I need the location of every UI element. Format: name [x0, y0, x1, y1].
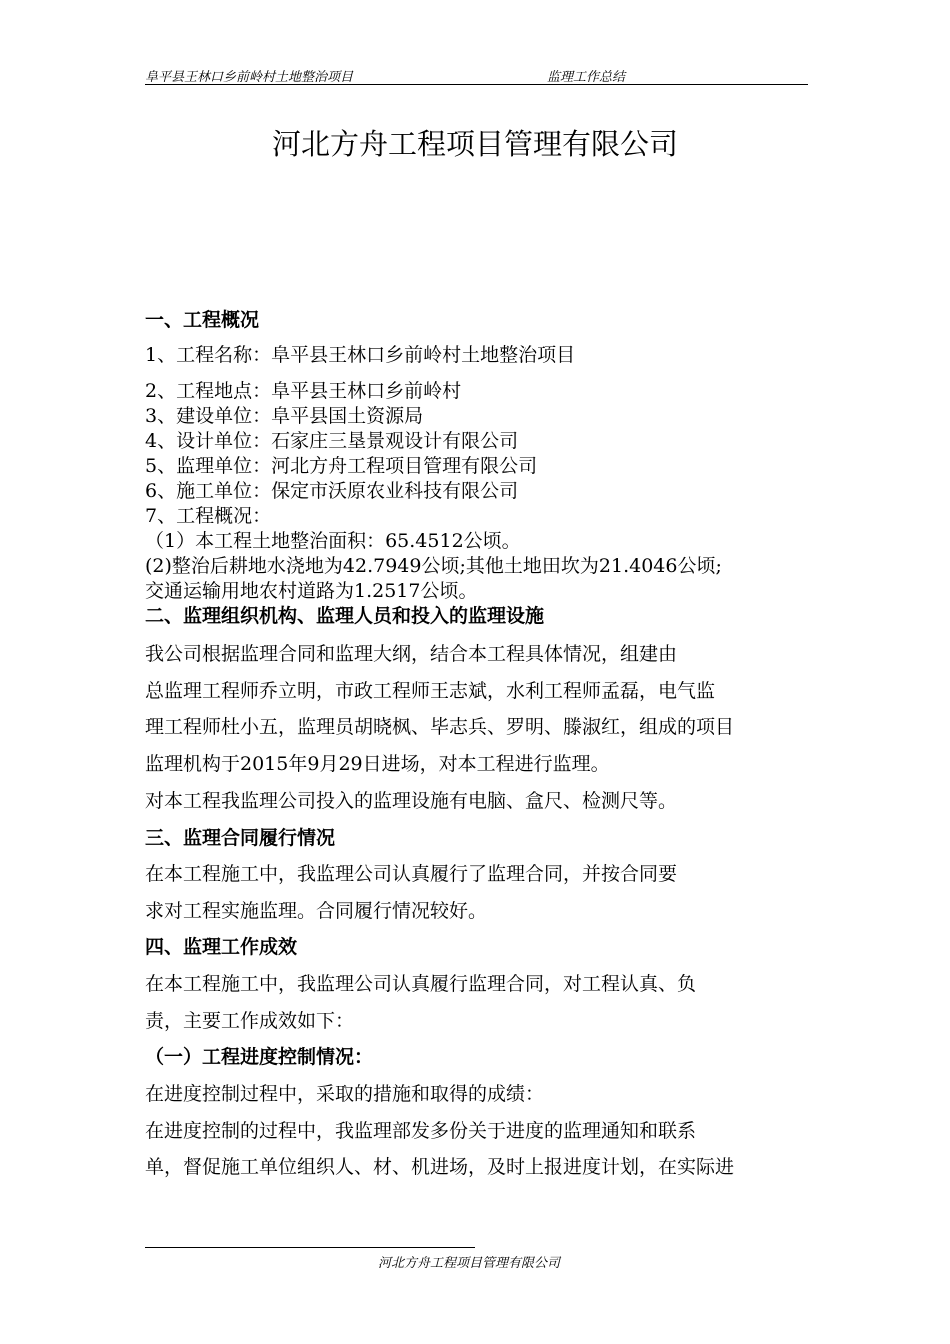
section-heading: 一、工程概况 — [145, 309, 260, 331]
document-title: 河北方舟工程项目管理有限公司 — [271, 127, 678, 161]
footer-rule — [145, 1247, 475, 1248]
body-line: (2)整治后耕地水浇地为42.7949公顷;其他土地田坎为21.4046公顷; — [145, 555, 722, 577]
section-heading: 四、监理工作成效 — [145, 936, 298, 958]
body-line: 责，主要工作成效如下： — [145, 1010, 355, 1032]
body-line: 单，督促施工单位组织人、材、机进场，及时上报进度计划，在实际进 — [145, 1156, 735, 1178]
body-line: 在进度控制过程中，采取的措施和取得的成绩： — [145, 1083, 545, 1105]
body-line: 5、监理单位：河北方舟工程项目管理有限公司 — [145, 455, 538, 477]
running-header-project: 阜平县王林口乡前岭村土地整治项目 — [145, 70, 354, 85]
header-rule — [145, 84, 808, 85]
body-line: 4、设计单位：石家庄三垦景观设计有限公司 — [145, 430, 519, 452]
body-line: 在进度控制的过程中，我监理部发多份关于进度的监理通知和联系 — [145, 1120, 697, 1142]
body-line: 6、施工单位：保定市沃原农业科技有限公司 — [145, 480, 519, 502]
running-footer: 河北方舟工程项目管理有限公司 — [378, 1256, 561, 1271]
body-line: 总监理工程师乔立明，市政工程师王志斌，水利工程师孟磊，电气监 — [145, 680, 716, 702]
body-line: 我公司根据监理合同和监理大纲，结合本工程具体情况，组建由 — [145, 643, 678, 665]
body-line: 2、工程地点：阜平县王林口乡前岭村 — [145, 380, 462, 402]
body-line: 求对工程实施监理。合同履行情况较好。 — [145, 900, 488, 922]
body-line: 3、建设单位：阜平县国土资源局 — [145, 405, 424, 427]
section-heading: 三、监理合同履行情况 — [145, 827, 336, 849]
body-line: 在本工程施工中，我监理公司认真履行监理合同，对工程认真、负 — [145, 973, 697, 995]
body-line: 在本工程施工中，我监理公司认真履行了监理合同，并按合同要 — [145, 863, 678, 885]
body-line: 1、工程名称：阜平县王林口乡前岭村土地整治项目 — [145, 344, 576, 366]
body-line: 7、工程概况： — [145, 505, 272, 527]
body-line: （1）本工程土地整治面积：65.4512公顷。 — [145, 530, 521, 552]
body-line: 监理机构于2015年9月29日进场，对本工程进行监理。 — [145, 753, 610, 775]
section-heading: 二、监理组织机构、监理人员和投入的监理设施 — [145, 605, 545, 627]
body-line: 理工程师杜小五，监理员胡晓枫、毕志兵、罗明、滕淑红，组成的项目 — [145, 716, 735, 738]
body-line: 对本工程我监理公司投入的监理设施有电脑、盒尺、检测尺等。 — [145, 790, 678, 812]
subsection-heading: （一）工程进度控制情况： — [145, 1046, 374, 1068]
running-header-doc-type: 监理工作总结 — [547, 70, 626, 85]
body-line: 交通运输用地农村道路为1.2517公顷。 — [145, 580, 478, 602]
